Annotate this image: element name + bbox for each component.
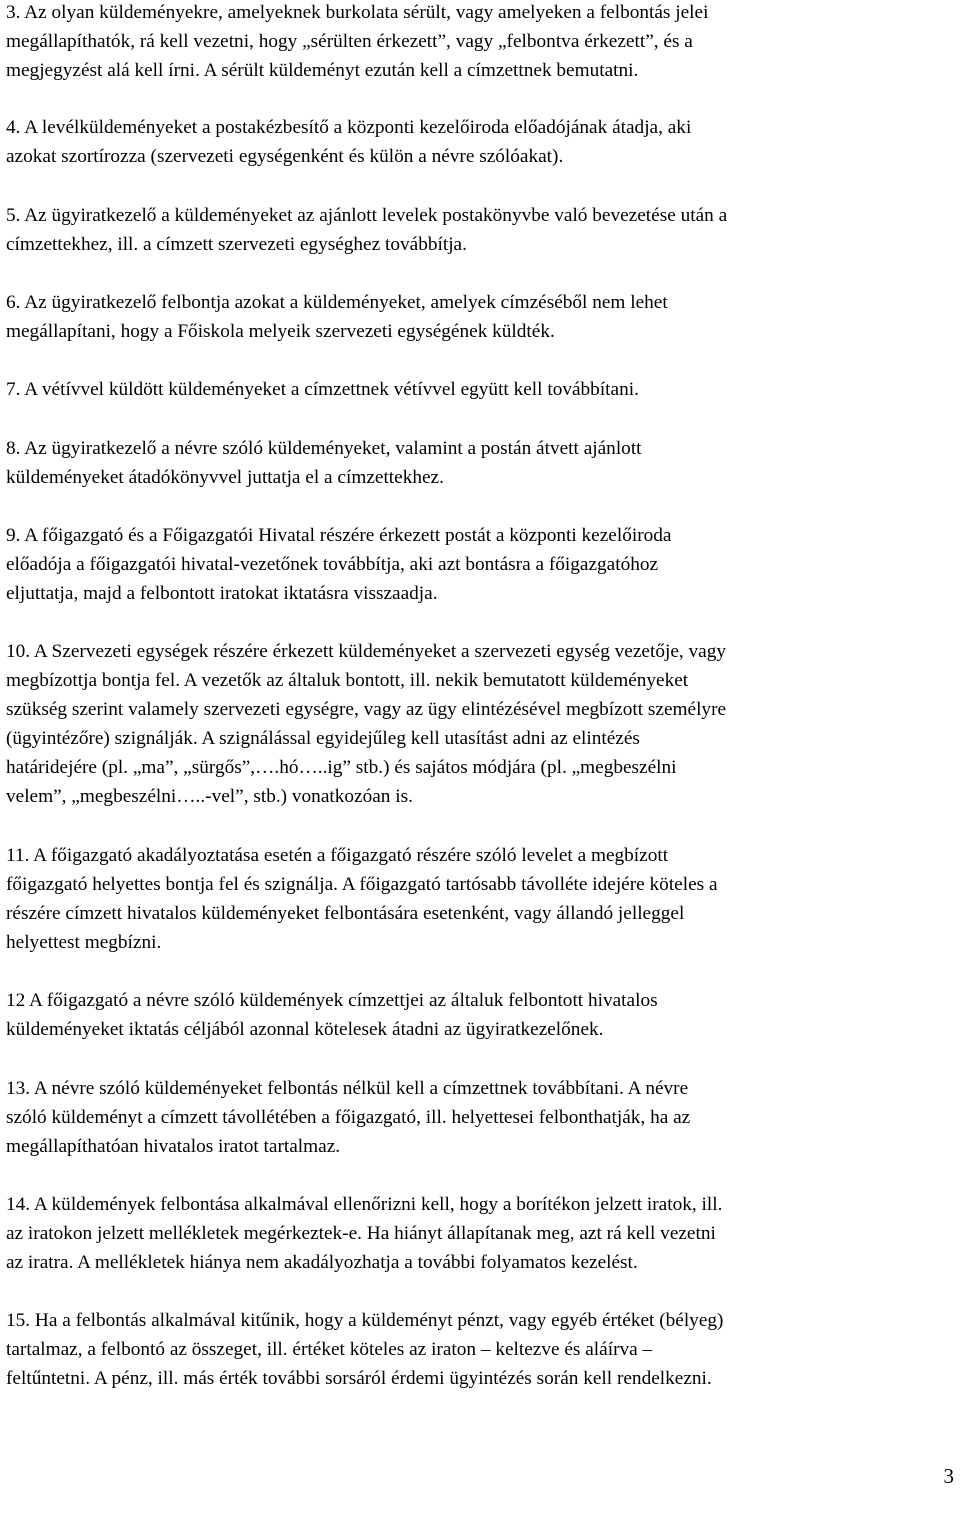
paragraph-line: küldeményeket átadókönyvvel juttatja el a címzettekhez.: [6, 467, 444, 488]
paragraph-line: főigazgató helyettes bontja fel és szignálja. A főigazgató tartósabb távolléte idejére köteles a: [6, 874, 718, 895]
paragraph-3: [6, 0, 708, 85]
paragraph-line: feltűntetni. A pénz, ill. más érték további sorsáról érdemi ügyintézés során kell rendelkezni.: [6, 1368, 712, 1389]
paragraph-9: [6, 521, 671, 608]
paragraph-line: 12 A főigazgató a névre szóló küldemények címzettjei az általuk felbontott hivatalos: [6, 990, 658, 1011]
paragraph-line: 13. A névre szóló küldeményeket felbontás nélkül kell a címzettnek továbbítani. A névre: [6, 1078, 689, 1099]
paragraph-line: tartalmaz, a felbontó az összeget, ill. értéket köteles az iraton – keltezve és aláírva –: [6, 1339, 653, 1360]
paragraph-line: 6. Az ügyiratkezelő felbontja azokat a küldeményeket, amelyek címzéséből nem lehet: [6, 292, 668, 313]
paragraph-line: helyettest megbízni.: [6, 932, 162, 953]
paragraph-6: [6, 288, 668, 346]
paragraph-13: [6, 1074, 690, 1161]
paragraph-line: azokat szortírozza (szervezeti egységenként és külön a névre szólóakat).: [6, 146, 564, 167]
paragraph-line: az iratokon jelzett mellékletek megérkeztek-e. Ha hiányt állapítanak meg, azt rá kell vezetni: [6, 1223, 716, 1244]
paragraph-line: (ügyintézőre) szignálják. A szignálással egyidejűleg kell utasítást adni az elintézés: [6, 728, 640, 749]
paragraph-14: [6, 1190, 722, 1277]
paragraph-line: határidejére (pl. „ma”, „sürgős”,….hó…..ig” stb.) és sajátos módjára (pl. „megbeszélni: [6, 757, 677, 778]
paragraph-line: 15. Ha a felbontás alkalmával kitűnik, hogy a küldeményt pénzt, vagy egyéb értéket (bélyeg): [6, 1310, 724, 1331]
page-number: 3: [943, 1464, 954, 1488]
paragraph-line: szóló küldeményt a címzett távollétében a főigazgató, ill. helyettesei felbonthatják, ha az: [6, 1107, 691, 1128]
paragraph-line: 8. Az ügyiratkezelő a névre szóló küldeményeket, valamint a postán átvett ajánlott: [6, 438, 642, 459]
paragraph-line: megállapíthatóan hivatalos iratot tartalmaz.: [6, 1136, 341, 1157]
paragraph-line: megállapíthatók, rá kell vezetni, hogy „sérülten érkezett”, vagy „felbontva érkezett”, és a: [6, 31, 693, 52]
paragraph-line: 3. Az olyan küldeményekre, amelyeknek burkolata sérült, vagy amelyeken a felbontás jelei: [6, 2, 709, 23]
paragraph-line: címzettekhez, ill. a címzett szervezeti egységhez továbbítja.: [6, 234, 467, 255]
paragraph-line: 9. A főigazgató és a Főigazgatói Hivatal részére érkezett postát a központi kezelőiroda: [6, 525, 672, 546]
paragraph-line: 5. Az ügyiratkezelő a küldeményeket az ajánlott levelek postakönyvbe való bevezetése után a: [6, 205, 728, 226]
paragraph-4: [6, 113, 691, 171]
paragraph-5: [6, 201, 727, 259]
paragraph-line: küldeményeket iktatás céljából azonnal kötelesek átadni az ügyiratkezelőnek.: [6, 1019, 604, 1040]
paragraph-line: 14. A küldemények felbontása alkalmával ellenőrizni kell, hogy a borítékon jelzett iratok, ill.: [6, 1194, 723, 1215]
paragraph-12: [6, 986, 658, 1044]
paragraph-line: velem”, „megbeszélni…..-vel”, stb.) vonatkozóan is.: [6, 786, 413, 807]
paragraph-line: részére címzett hivatalos küldeményeket felbontására esetenként, vagy állandó jelleggel: [6, 903, 685, 924]
paragraph-line: szükség szerint valamely szervezeti egységre, vagy az ügy elintézésével megbízott személyre: [6, 699, 727, 720]
paragraph-10: [6, 637, 726, 811]
paragraph-line: megállapítani, hogy a Főiskola melyeik szervezeti egységének küldték.: [6, 321, 555, 342]
paragraph-15: [6, 1306, 723, 1393]
paragraph-line: eljuttatja, majd a felbontott iratokat iktatásra visszaadja.: [6, 583, 438, 604]
paragraph-line: 4. A levélküldeményeket a postakézbesítő a központi kezelőiroda előadójának átadja, aki: [6, 117, 692, 138]
paragraph-line: 11. A főigazgató akadályoztatása esetén a főigazgató részére szóló levelet a megbízott: [6, 845, 669, 866]
paragraph-11: [6, 841, 718, 957]
paragraph-8: [6, 434, 642, 492]
paragraph-7: [6, 375, 639, 404]
paragraph-line: előadója a főigazgatói hivatal-vezetőnek továbbítja, aki azt bontásra a főigazgatóhoz: [6, 554, 659, 575]
paragraph-line: megbízottja bontja fel. A vezetők az általuk bontott, ill. nekik bemutatott küldeményeket: [6, 670, 689, 691]
paragraph-line: az iratra. A mellékletek hiánya nem akadályozhatja a további folyamatos kezelést.: [6, 1252, 638, 1273]
paragraph-line: 10. A Szervezeti egységek részére érkezett küldeményeket a szervezeti egység vezetője, vagy: [6, 641, 727, 662]
paragraph-line: megjegyzést alá kell írni. A sérült küldeményt ezután kell a címzettnek bemutatni.: [6, 60, 639, 81]
paragraph-line: 7. A vétívvel küldött küldeményeket a címzettnek vétívvel együtt kell továbbítani.: [6, 379, 639, 400]
